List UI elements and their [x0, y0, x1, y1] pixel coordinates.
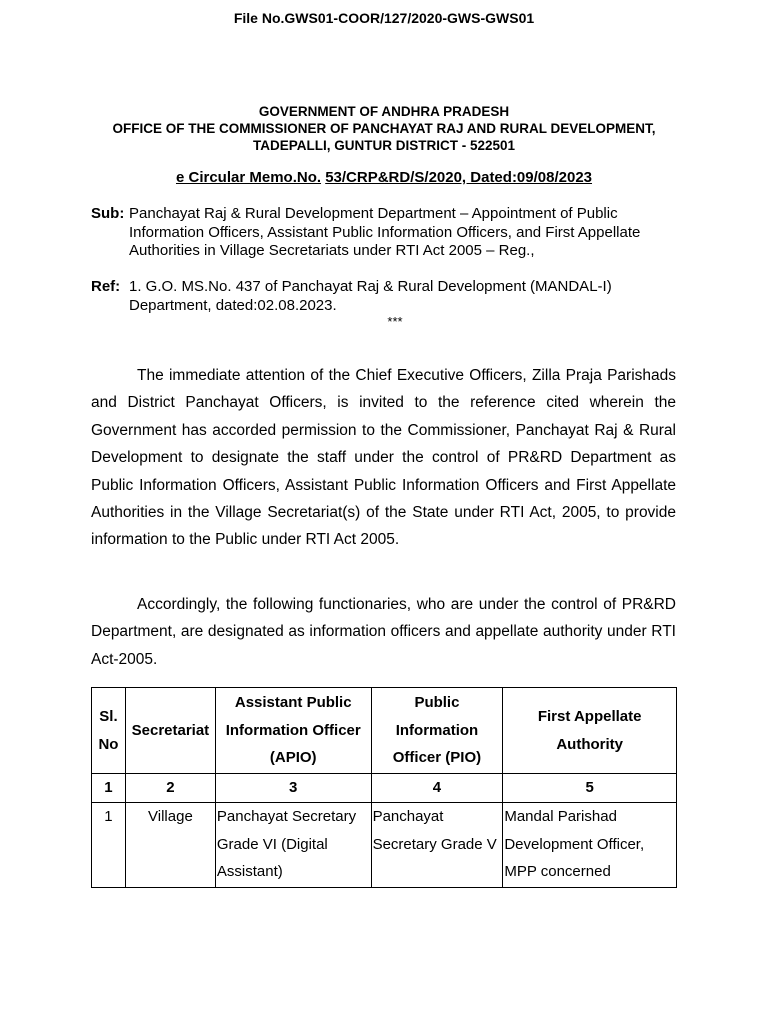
subject-text: Panchayat Raj & Rural Development Department – Appointment of Public Information Officers, Assistant Public Information Officers, and First Appellate Authorities in Village Secretariats under RTI Act 2005 – Reg., — [129, 205, 641, 259]
subject-label: Sub: — [91, 205, 125, 222]
table-number-row — [92, 774, 677, 803]
separator: *** — [387, 314, 403, 329]
table-cell: Mandal Parishad Development Officer, MPP concerned — [503, 803, 677, 888]
memo-title — [0, 169, 768, 186]
table-cell: Panchayat Secretary Grade VI (Digital Assistant) — [215, 803, 371, 888]
table-cell: Panchayat Secretary Grade V — [371, 803, 503, 888]
letterhead-government: GOVERNMENT OF ANDHRA PRADESH — [258, 104, 510, 119]
table-cell: Village — [125, 803, 215, 888]
body-paragraph-2: Accordingly, the following functionaries, who are under the control of PR&RD Department, are designated as information officers and appellate authority under RTI Act-2005. — [91, 596, 676, 668]
subject-block — [91, 205, 681, 261]
header-appellate: First Appellate Authority — [503, 688, 677, 774]
table-cell: 1 — [92, 803, 126, 888]
reference-block — [91, 278, 681, 315]
body-paragraph-1: The immediate attention of the Chief Executive Officers, Zilla Praja Parishads and District Panchayat Officers, is invited to the reference cited wherein the Government has accorded permission to the Commissioner, Panchayat Raj & Rural Development to designate the staff under the control of PR&RD Department as Public Information Officers, Assistant Public Information Officers and First Appellate Authorities in the Village Secretariat(s) of the State under RTI Act, 2005, to provide information to the Public under RTI Act 2005. — [91, 367, 676, 549]
memo-number: 53/CRP&RD/S/2020, Dated:09/08/2023 — [325, 169, 593, 186]
header-sl-no: Sl. No — [92, 688, 126, 774]
file-number: File No.GWS01-COOR/127/2020-GWS-GWS01 — [233, 10, 535, 26]
designation-table — [91, 687, 677, 888]
reference-text: 1. G.O. MS.No. 437 of Panchayat Raj & Rural Development (MANDAL-I) Department, dated:02.08.2023. — [129, 278, 612, 314]
header-apio: Assistant Public Information Officer (APIO) — [215, 688, 371, 774]
reference-label: Ref: — [91, 278, 121, 295]
table-cell: 1 — [92, 774, 126, 803]
table-cell: 4 — [371, 774, 503, 803]
table-row — [92, 803, 677, 888]
table-header-row — [92, 688, 677, 774]
memo-prefix: e Circular Memo.No. — [175, 169, 322, 186]
table-cell: 2 — [125, 774, 215, 803]
letterhead-address: TADEPALLI, GUNTUR DISTRICT - 522501 — [252, 138, 516, 153]
header-pio: Public Information Officer (PIO) — [371, 688, 503, 774]
table-cell: 3 — [215, 774, 371, 803]
letterhead — [0, 103, 768, 154]
header-secretariat: Secretariat — [125, 688, 215, 774]
table-cell: 5 — [503, 774, 677, 803]
letterhead-office: OFFICE OF THE COMMISSIONER OF PANCHAYAT RAJ AND RURAL DEVELOPMENT, — [112, 121, 656, 136]
